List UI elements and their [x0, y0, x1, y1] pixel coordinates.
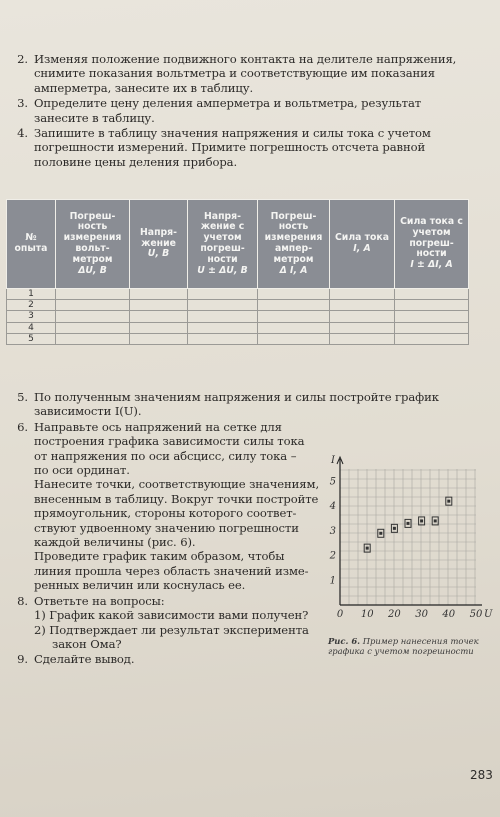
table-cell — [258, 311, 330, 322]
table-cell — [130, 311, 188, 322]
header-symbol: ΔU, B — [78, 264, 107, 276]
task-line: Нанесите точки, соответствующие значениям, — [34, 477, 320, 492]
header-text: Сила тока с учетом погреш-ности — [400, 216, 463, 260]
row-number: 2 — [7, 300, 56, 311]
row-number: 4 — [7, 322, 56, 333]
table-cell — [188, 333, 258, 344]
data-point — [447, 500, 450, 503]
table-cell — [188, 311, 258, 322]
header-text: Погреш-ность измерения вольт-метром — [63, 210, 122, 265]
task-text: Сделайте вывод. — [34, 652, 135, 667]
table-cell — [188, 300, 258, 311]
task-line: прямоугольник, стороны которого соответ- — [34, 506, 297, 521]
row-number: 1 — [7, 289, 56, 300]
question-2-cont: закон Ома? — [52, 636, 122, 651]
header-symbol: U ± ΔU, B — [197, 264, 248, 276]
task-number: 8. — [17, 593, 28, 608]
header-text: Напря-жение — [140, 226, 177, 249]
task-text: По полученным значениям напряжения и силы постройте график зависимости I(U). — [34, 390, 439, 419]
question-2: 2) Подтверждает ли результат эксперимента — [34, 622, 309, 637]
data-point — [420, 519, 423, 522]
table-cell — [56, 322, 130, 333]
table-row — [7, 311, 469, 322]
x-tick-label: 30 — [415, 609, 428, 620]
table-cell — [395, 311, 469, 322]
data-point — [434, 519, 437, 522]
table-cell — [130, 322, 188, 333]
table-header — [258, 200, 330, 289]
figure-6-chart — [318, 453, 493, 653]
task-5 — [6, 390, 484, 419]
table-cell — [395, 300, 469, 311]
y-tick-label: 3 — [329, 525, 336, 537]
table-cell — [188, 322, 258, 333]
table-cell — [258, 322, 330, 333]
table-cell — [330, 322, 395, 333]
x-tick-label: 0 — [336, 609, 344, 620]
task-4 — [6, 126, 474, 169]
header-symbol: U, B — [147, 248, 170, 260]
y-tick-label: 1 — [329, 575, 336, 587]
y-axis-label: I — [331, 455, 335, 466]
task-line: по оси ординат. — [34, 463, 130, 478]
x-tick-label: 10 — [360, 609, 374, 620]
caption-text: Пример нанесения точек графика с учетом погрешности — [328, 636, 479, 656]
task-number: 6. — [17, 419, 28, 434]
header-symbol: Δ I, A — [279, 264, 308, 276]
page-number: 283 — [470, 768, 493, 782]
task-number: 9. — [17, 652, 28, 667]
table-header — [7, 200, 56, 289]
table-cell — [330, 311, 395, 322]
task-text: Запишите в таблицу значения напряжения и силы тока с учетом погрешности измерений. Примите погрешность отсчета равной половине цены деления прибора. — [34, 126, 431, 169]
task-line: каждой величины (рис. 6). — [34, 535, 196, 550]
caption-label: Рис. 6. — [328, 636, 361, 646]
y-tick-label: 2 — [329, 550, 336, 562]
question-1: 1) График какой зависимости вами получен? — [34, 608, 309, 623]
table-header — [330, 200, 395, 289]
y-tick-label: 5 — [329, 476, 336, 488]
header-text: Сила тока — [334, 232, 389, 244]
table-header — [395, 200, 469, 289]
table-cell — [130, 333, 188, 344]
table-cell — [330, 289, 395, 300]
header-text: Погреш-ность измерения ампер-метром — [264, 210, 323, 265]
task-line: внесенным в таблицу. Вокруг точки постройте — [34, 491, 319, 506]
table-cell — [56, 289, 130, 300]
x-axis-label: U — [484, 609, 493, 620]
y-tick-label: 4 — [329, 501, 336, 513]
header-symbol: I ± ΔI, A — [410, 259, 453, 271]
table-cell — [188, 289, 258, 300]
table-row — [7, 300, 469, 311]
table-header-row — [7, 200, 469, 289]
task-line: построения графика зависимости силы тока — [34, 434, 305, 449]
table-cell — [56, 300, 130, 311]
table-header — [56, 200, 130, 289]
task-3 — [6, 96, 474, 125]
measurement-table — [6, 199, 469, 345]
task-line: ствуют удвоенному значению погрешности — [34, 520, 299, 535]
task-number: 3. — [17, 96, 28, 111]
task-text: Определите цену деления амперметра и вольтметра, результат занесите в таблицу. — [34, 96, 422, 125]
header-text: Напря-жение с учетом погреш-ности — [200, 210, 245, 265]
task-line: Направьте ось напряжений на сетке для — [34, 419, 282, 434]
table-cell — [56, 311, 130, 322]
table-cell — [395, 322, 469, 333]
header-symbol: I, A — [353, 243, 371, 254]
table-cell — [330, 333, 395, 344]
table-header — [188, 200, 258, 289]
table-cell — [258, 333, 330, 344]
x-tick-label: 40 — [442, 609, 456, 620]
task-number: 5. — [17, 390, 28, 404]
task-line: от напряжения по оси абсцисс, силу тока – — [34, 448, 297, 463]
data-point — [366, 547, 369, 550]
table-cell — [130, 300, 188, 311]
x-tick-label: 50 — [469, 609, 483, 620]
x-tick-label: 20 — [388, 609, 401, 620]
table-cell — [258, 289, 330, 300]
data-point — [379, 532, 382, 535]
row-number: 3 — [7, 311, 56, 322]
table-row — [7, 289, 469, 300]
task-line: Ответьте на вопросы: — [34, 593, 165, 608]
row-number: 5 — [7, 333, 56, 344]
table-row — [7, 322, 469, 333]
task-line: ренных величин или коснулась ее. — [34, 578, 246, 593]
figure-caption — [328, 636, 488, 656]
task-number: 4. — [17, 126, 28, 141]
table-cell — [395, 289, 469, 300]
tasks-top — [6, 52, 474, 170]
task-line: линия прошла через область значений изме- — [34, 563, 309, 578]
table-cell — [258, 300, 330, 311]
table-cell — [130, 289, 188, 300]
task-number: 2. — [17, 52, 28, 66]
table-header — [130, 200, 188, 289]
table-cell — [330, 300, 395, 311]
task-2 — [6, 52, 474, 95]
data-point — [393, 527, 396, 530]
header-text: № опыта — [14, 232, 48, 254]
task-text: Изменяя положение подвижного контакта на делителе напряжения, снимите показания вольтметра и соответствующие им показания амперметра, занесите их в таблицу. — [34, 52, 457, 95]
table-row — [7, 333, 469, 344]
table-cell — [395, 333, 469, 344]
table-cell — [56, 333, 130, 344]
task-line: Проведите график таким образом, чтобы — [34, 549, 285, 564]
data-point — [407, 522, 410, 525]
